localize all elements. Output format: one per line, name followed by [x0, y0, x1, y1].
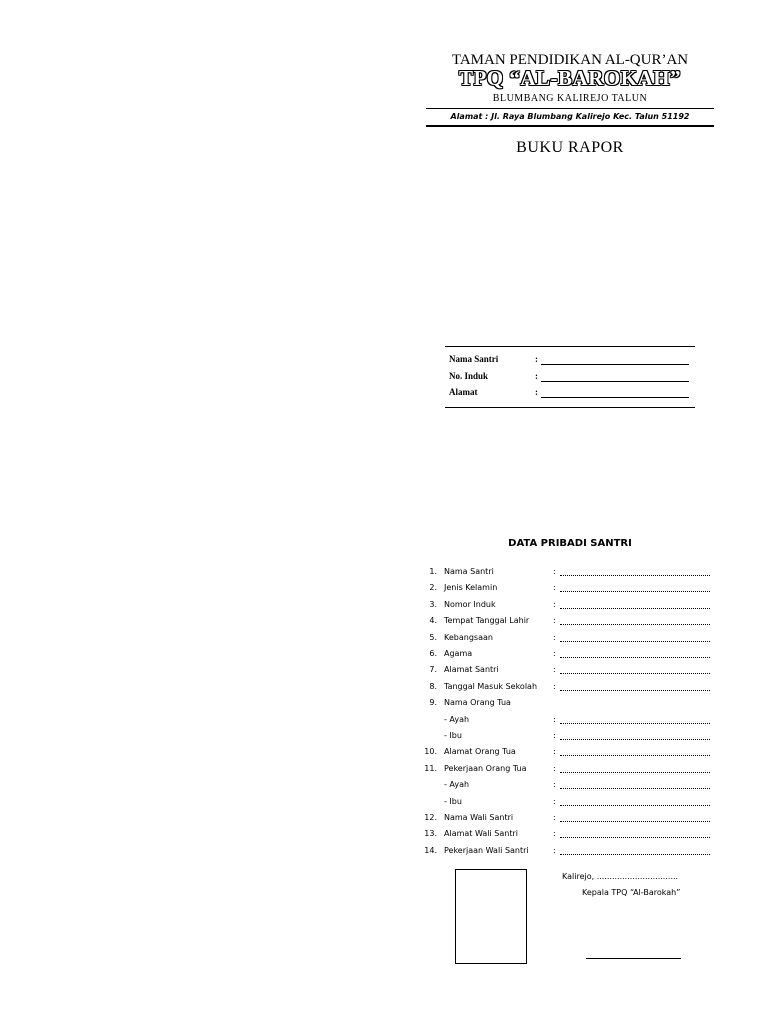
item-colon: :: [553, 583, 556, 593]
item-number: 2.: [429, 583, 437, 593]
item-fill-line: [560, 837, 710, 838]
item-label: Pekerjaan Wali Santri: [444, 845, 529, 855]
item-label: Tempat Tanggal Lahir: [444, 616, 530, 626]
item-number: 3.: [429, 599, 437, 609]
item-label: Nama Santri: [444, 567, 494, 576]
signature-role: Kepala TPQ “Al-Barokah”: [582, 888, 681, 897]
item-colon: :: [553, 747, 556, 757]
item-number: 12.: [424, 813, 437, 822]
item-label: Nomor Induk: [444, 599, 496, 609]
item-fill-line: [560, 673, 710, 674]
header-divider-top: [426, 108, 714, 109]
item-colon: :: [553, 616, 556, 626]
item-label: Kebangsaan: [444, 632, 493, 642]
item-number: 6.: [429, 649, 437, 658]
item-label: - Ayah: [444, 780, 470, 790]
personal-data-item: [415, 698, 715, 712]
item-label: Alamat Santri: [444, 665, 499, 675]
identity-label: Nama Santri: [449, 354, 499, 364]
item-label: Agama: [444, 649, 473, 658]
item-number: 7.: [429, 665, 437, 675]
identity-blank-line: [541, 397, 689, 398]
item-colon: :: [553, 681, 556, 691]
identity-blank-line: [541, 381, 689, 382]
item-number: 14.: [424, 845, 437, 855]
item-number: 10.: [424, 747, 437, 757]
personal-data-item: [415, 567, 715, 581]
personal-data-item: [415, 829, 715, 843]
personal-data-item: [415, 682, 715, 696]
personal-data-item: [415, 731, 715, 745]
item-label: Jenis Kelamin: [444, 583, 498, 593]
item-colon: :: [553, 813, 556, 822]
item-number: 1.: [429, 567, 437, 576]
item-number: 13.: [424, 829, 437, 839]
identity-label: Alamat: [449, 387, 478, 397]
signature-place-date: Kalirejo, ................................: [562, 872, 679, 881]
item-fill-line: [560, 575, 710, 576]
identity-label: No. Induk: [449, 371, 489, 381]
personal-data-item: [415, 583, 715, 597]
item-label: - Ibu: [444, 731, 462, 740]
item-fill-line: [560, 805, 710, 806]
item-colon: :: [553, 714, 556, 724]
signature-line: [586, 958, 681, 959]
item-fill-line: [560, 723, 710, 724]
item-fill-line: [560, 755, 710, 756]
personal-data-item: [415, 633, 715, 647]
item-colon: :: [553, 649, 556, 658]
item-fill-line: [560, 641, 710, 642]
page-title: BUKU RAPOR: [516, 139, 624, 156]
item-colon: :: [553, 796, 556, 806]
personal-data-item: [415, 797, 715, 811]
item-label: Alamat Wali Santri: [444, 829, 518, 839]
photo-box: [455, 869, 527, 964]
personal-data-item: [415, 764, 715, 778]
item-number: 11.: [424, 763, 437, 773]
personal-data-item: [415, 616, 715, 630]
item-label: Tanggal Masuk Sekolah: [444, 681, 538, 691]
institution-name: TAMAN PENDIDIKAN AL-QUR’AN: [451, 52, 689, 68]
identity-colon: :: [535, 354, 538, 364]
item-number: 5.: [429, 632, 437, 642]
item-fill-line: [560, 821, 710, 822]
item-colon: :: [553, 829, 556, 839]
item-fill-line: [560, 657, 710, 658]
item-fill-line: [560, 690, 710, 691]
item-colon: :: [553, 845, 556, 855]
address-text: Alamat : Jl. Raya Blumbang Kalirejo Kec. Talun 51192: [450, 112, 690, 121]
personal-data-item: [415, 747, 715, 761]
item-label: Nama Orang Tua: [444, 698, 511, 708]
personal-data-item: [415, 813, 715, 827]
item-colon: :: [553, 731, 556, 740]
section-title: DATA PRIBADI SANTRI: [508, 538, 632, 549]
item-fill-line: [560, 739, 710, 740]
item-label: Alamat Orang Tua: [444, 747, 516, 757]
location-text: BLUMBANG KALIREJO TALUN: [492, 93, 648, 104]
identity-blank-line: [541, 364, 689, 365]
item-number: 4.: [429, 616, 437, 626]
item-fill-line: [560, 608, 710, 609]
identity-box-bottom: [445, 407, 695, 408]
item-label: - Ibu: [444, 796, 462, 806]
item-fill-line: [560, 591, 710, 592]
header-divider-bottom: [426, 125, 714, 127]
personal-data-item: [415, 600, 715, 614]
item-number: 9.: [429, 698, 437, 708]
personal-data-item: [415, 715, 715, 729]
identity-colon: :: [535, 371, 538, 381]
personal-data-item: [415, 780, 715, 794]
item-label: - Ayah: [444, 714, 470, 724]
personal-data-item: [415, 649, 715, 663]
item-number: 8.: [429, 681, 437, 691]
item-colon: :: [553, 567, 556, 576]
item-fill-line: [560, 772, 710, 773]
identity-colon: :: [535, 387, 538, 397]
item-label: Pekerjaan Orang Tua: [444, 763, 527, 773]
identity-box-top: [445, 346, 695, 347]
item-fill-line: [560, 854, 710, 855]
personal-data-item: [415, 665, 715, 679]
item-fill-line: [560, 624, 710, 625]
personal-data-item: [415, 846, 715, 860]
brand-name: TPQ “AL-BAROKAH”: [458, 66, 682, 90]
item-colon: :: [553, 599, 556, 609]
item-colon: :: [553, 665, 556, 675]
item-colon: :: [553, 763, 556, 773]
item-label: Nama Wali Santri: [444, 813, 514, 822]
item-colon: :: [553, 780, 556, 790]
item-colon: :: [553, 632, 556, 642]
item-fill-line: [560, 788, 710, 789]
